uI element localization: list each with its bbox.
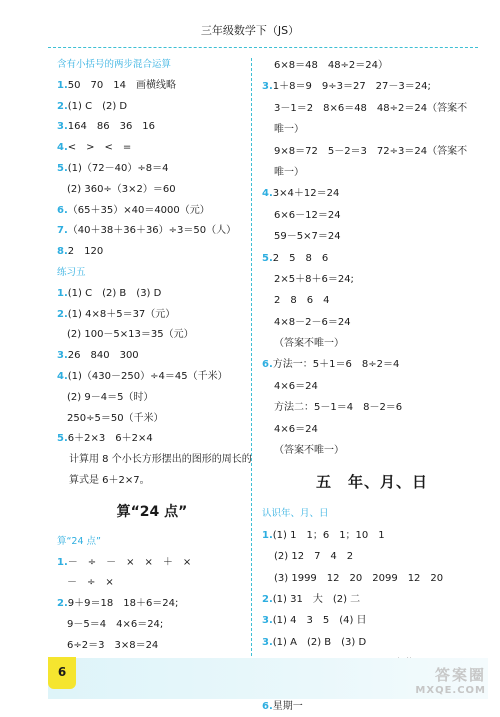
section-heading: 认识年、月、日 <box>262 508 329 520</box>
answer-text: 2×5＋8＋6＝24; <box>274 273 354 285</box>
item-number: 1. <box>57 287 68 299</box>
answer-item <box>57 117 247 138</box>
answer-item <box>57 242 247 263</box>
answer-line <box>57 450 252 471</box>
answer-text: < > < = <box>67 142 132 154</box>
answer-item <box>57 346 247 367</box>
answer-text: 计算用 8 个小长方形摆出的图形的周长的 <box>69 454 252 466</box>
answer-text: 算式是 6＋2×7。 <box>69 474 150 486</box>
answer-text: 26 840 300 <box>67 350 139 362</box>
answer-text: 方法一：5＋1＝6 8÷2＝4 <box>272 359 400 371</box>
item-number: 5. <box>262 252 273 264</box>
chapter-title: 算“24 点” <box>116 503 188 520</box>
answer-item <box>57 367 247 388</box>
item-number: 8. <box>57 246 68 258</box>
answer-line <box>262 440 482 461</box>
answer-line <box>262 290 482 311</box>
answer-text: 9×8＝72 5－2＝3 72÷3＝24（答案不 <box>274 145 468 157</box>
page-header: 三年级数学下（JS） <box>200 24 300 37</box>
item-number: 2. <box>57 100 68 112</box>
watermark-site: MXQE.COM <box>415 685 486 696</box>
top-dashed-rule <box>48 47 478 48</box>
answer-text: 6＋2×3 6＋2×4 <box>67 433 153 445</box>
item-number: 3. <box>262 615 273 627</box>
answer-item <box>57 159 247 180</box>
answer-line <box>262 568 482 589</box>
answer-line <box>262 119 482 140</box>
answer-line <box>57 471 247 492</box>
answer-text: (2) 360÷（3×2）＝60 <box>67 183 176 195</box>
left-column <box>57 55 252 677</box>
answer-item <box>57 97 247 118</box>
item-number: 2. <box>262 593 273 605</box>
answer-text: (1) 4 3 5 (4) 日 <box>272 615 367 627</box>
answer-text: (1)（430－250）÷4＝45（千米） <box>67 370 228 382</box>
answer-text: 250÷5＝50（千米） <box>67 412 164 424</box>
answer-line <box>57 388 247 409</box>
answer-text: 50 70 14 画横线略 <box>67 79 176 91</box>
item-number: 3. <box>262 81 273 93</box>
item-number: 6. <box>262 359 273 371</box>
answer-line <box>262 376 482 397</box>
answer-text: 4×6＝24 <box>274 423 318 435</box>
answer-text: 2 120 <box>67 246 104 258</box>
answer-line <box>262 162 482 183</box>
answer-line <box>262 141 482 162</box>
answer-line <box>57 180 247 201</box>
item-number: 1. <box>57 79 68 91</box>
answer-item <box>57 553 247 574</box>
answer-text: (1) 1 1；6 1；10 1 <box>272 529 385 541</box>
answer-text: 唯一） <box>274 166 304 178</box>
right-column <box>262 55 482 717</box>
answer-item <box>262 354 482 375</box>
section-heading: 算“24 点” <box>57 535 101 547</box>
answer-text: (1) C (2) B (3) D <box>67 287 162 299</box>
answer-text: 2 8 6 4 <box>274 295 330 307</box>
answer-text: (3) 1999 12 20 2099 12 20 <box>274 572 444 584</box>
answer-text: （65＋35）×40＝4000（元） <box>67 204 210 216</box>
answer-text: 1＋8＝9 9÷3＝27 27－3＝24; <box>272 81 431 93</box>
answer-line <box>262 98 482 119</box>
answer-item <box>262 632 482 653</box>
answer-line <box>57 409 247 430</box>
answer-item <box>262 610 482 631</box>
answer-line <box>262 226 482 247</box>
section-heading: 练习五 <box>57 266 86 278</box>
item-number: 3. <box>57 350 68 362</box>
answer-text: 6×6－12＝24 <box>274 209 341 221</box>
item-number: 3. <box>262 636 273 648</box>
answer-text: （答案不唯一） <box>274 338 344 350</box>
answer-text: 9－5＝4 4×6＝24; <box>67 618 164 630</box>
answer-text: － ÷ － × × ＋ × <box>67 556 192 568</box>
answer-line <box>262 419 482 440</box>
answer-line <box>262 55 482 76</box>
item-number: 6. <box>262 700 273 712</box>
answer-text: (1)（72－40）÷8＝4 <box>67 162 169 174</box>
section-heading: 含有小括号的两步混合运算 <box>57 59 172 70</box>
answer-text: (2) 100－5×13＝35（元） <box>67 329 194 341</box>
answer-text: 星期一 <box>272 700 303 712</box>
answer-text: 3×4＋12＝24 <box>272 188 340 200</box>
item-number: 1. <box>57 556 68 568</box>
page-number: 6 <box>48 657 76 689</box>
answer-item <box>57 221 247 242</box>
answer-text: 2 5 8 6 <box>272 252 329 264</box>
answer-text: (1) 31 大 (2) 二 <box>272 593 361 605</box>
answer-item <box>57 429 247 450</box>
item-number: 4. <box>57 370 68 382</box>
answer-text: （答案不唯一） <box>274 445 344 457</box>
answer-text: 6×8＝48 48÷2＝24） <box>274 60 389 71</box>
answer-text: 6÷2＝3 3×8＝24 <box>67 639 159 651</box>
item-number: 3. <box>57 121 68 133</box>
answer-text: 4×8－2－6＝24 <box>274 316 351 328</box>
answer-item <box>262 589 482 610</box>
answer-line <box>57 325 247 346</box>
answer-line <box>262 269 482 290</box>
item-number: 1. <box>262 529 273 541</box>
answer-item <box>57 201 247 222</box>
item-number: 2. <box>57 308 68 320</box>
item-number: 7. <box>57 225 68 237</box>
answer-text: 9＋9＝18 18＋6＝24; <box>67 598 179 610</box>
answer-item <box>262 76 482 97</box>
answer-text: 164 86 36 16 <box>67 121 156 133</box>
answer-text: (1) 4×8＋5＝37（元） <box>67 308 176 320</box>
answer-text: (1) A (2) B (3) D <box>272 636 367 648</box>
answer-line <box>57 615 247 636</box>
answer-text: (2) 9－4＝5（时） <box>67 391 154 403</box>
answer-item <box>57 76 247 97</box>
item-number: 5. <box>57 433 68 445</box>
answer-item <box>262 696 482 717</box>
answer-text: 唯一） <box>274 124 304 136</box>
answer-line <box>57 573 247 594</box>
item-number: 5. <box>57 162 68 174</box>
answer-item <box>262 525 482 546</box>
answer-line <box>262 205 482 226</box>
item-number: 2. <box>57 598 68 610</box>
answer-text: 3－1＝2 8×6＝48 48÷2＝24（答案不 <box>274 102 468 114</box>
item-number: 4. <box>262 188 273 200</box>
answer-text: 59－5×7＝24 <box>274 231 341 243</box>
answer-text: (2) 12 7 4 2 <box>274 551 354 563</box>
answer-text: (1) C (2) D <box>67 100 128 112</box>
answer-item <box>57 138 247 159</box>
answer-line <box>262 312 482 333</box>
item-number: 4. <box>57 142 68 154</box>
item-number: 6. <box>57 204 68 216</box>
answer-line <box>262 546 482 567</box>
chapter-title: 五 年、月、日 <box>315 473 428 492</box>
answer-item <box>262 183 482 204</box>
answer-line <box>57 636 247 657</box>
answer-item <box>262 248 482 269</box>
answer-item <box>57 305 247 326</box>
column-divider <box>251 58 252 656</box>
answer-text: 4×6＝24 <box>274 380 318 392</box>
answer-line <box>262 333 482 354</box>
answer-line <box>262 397 482 418</box>
watermark-logo <box>415 664 486 696</box>
answer-item <box>57 284 247 305</box>
watermark-title: 答案圈 <box>434 666 486 684</box>
answer-item <box>57 594 247 615</box>
answer-text: （40＋38＋36＋36）÷3＝50（人） <box>67 225 237 237</box>
answer-text: － ÷ × <box>67 577 114 589</box>
answer-text: 方法二：5－1＝4 8－2＝6 <box>274 402 403 414</box>
